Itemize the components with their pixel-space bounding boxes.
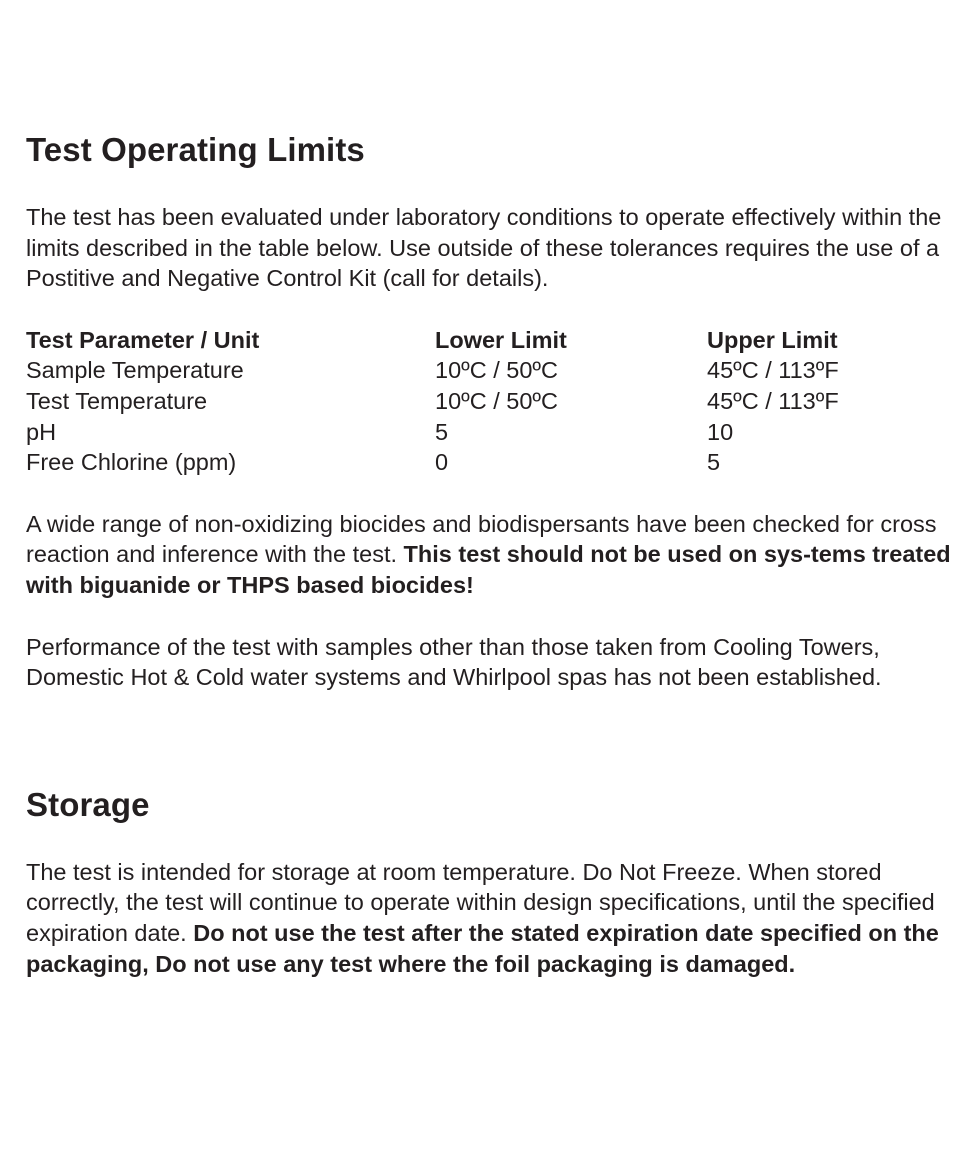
storage-section-title: Storage xyxy=(26,785,150,823)
table-cell-lower-limit: 5 xyxy=(435,418,449,445)
column-header-upper-limit: Upper Limit xyxy=(707,326,838,353)
table-row xyxy=(26,355,952,386)
storage-warning: Do not use the test after the stated expiration date specified on the packaging, Do not use any test where the foil packaging is damaged. xyxy=(26,919,939,977)
table-header-row xyxy=(26,325,952,356)
table-cell-parameter: Free Chlorine (ppm) xyxy=(26,449,237,476)
table-row xyxy=(26,447,952,478)
column-header-parameter: Test Parameter / Unit xyxy=(26,326,260,353)
table-row xyxy=(26,417,952,448)
document-page xyxy=(26,128,952,979)
limits-section-title: Test Operating Limits xyxy=(26,131,365,168)
table-cell-lower-limit: 10ºC / 50ºC xyxy=(435,357,558,384)
performance-paragraph: Performance of the test with samples other than those taken from Cooling Towers, Domestic Hot & Cold water systems and Whirlpool spas has not been established. xyxy=(26,633,882,691)
biocides-warning: This test should not be used on sys-tems treated with biguanide or THPS based biocides! xyxy=(26,541,951,598)
table-cell-parameter: Sample Temperature xyxy=(26,357,244,384)
storage-paragraph xyxy=(26,857,952,979)
table-cell-lower-limit: 10ºC / 50ºC xyxy=(435,387,558,414)
table-cell-parameter: Test Temperature xyxy=(26,387,208,414)
column-header-lower-limit: Lower Limit xyxy=(435,326,567,353)
operating-limits-table xyxy=(26,325,952,478)
biocides-paragraph xyxy=(26,509,952,601)
storage-text: The test is intended for storage at room temperature. Do Not Freeze. When stored correctly, the test will continue to operate within design specifications, until the specified expiration date. xyxy=(26,858,935,946)
table-cell-upper-limit: 45ºC / 113ºF xyxy=(707,387,839,414)
table-cell-upper-limit: 45ºC / 113ºF xyxy=(707,357,839,384)
table-cell-upper-limit: 5 xyxy=(707,449,721,476)
table-row xyxy=(26,386,952,417)
table-cell-upper-limit: 10 xyxy=(707,418,734,445)
table-cell-parameter: pH xyxy=(26,418,57,445)
limits-intro-paragraph: The test has been evaluated under laboratory conditions to operate effectively within the limits described in the table below. Use outside of these tolerances requires the use of a Postitive and Negative Control Kit (call for details). xyxy=(26,204,942,292)
table-cell-lower-limit: 0 xyxy=(435,449,449,476)
biocides-text: A wide range of non-oxidizing biocides and biodispersants have been checked for cross reaction and inference with the test. xyxy=(26,510,937,568)
